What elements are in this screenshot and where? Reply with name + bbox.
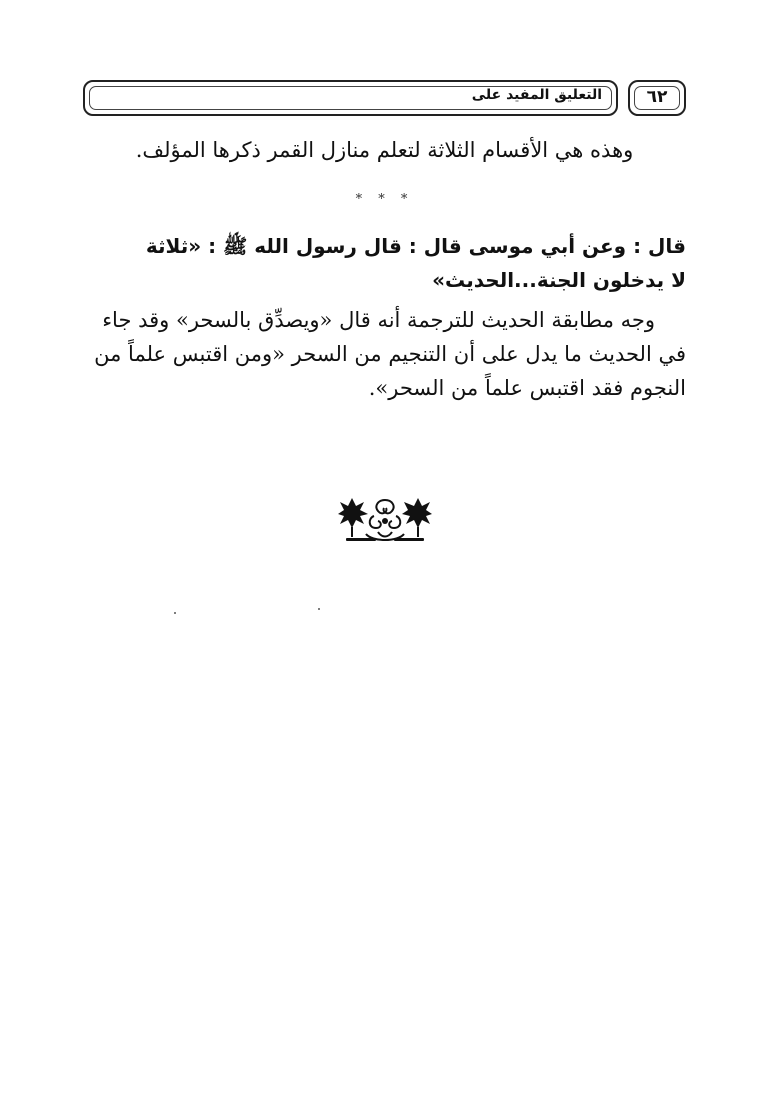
- paragraph-line-3: النجوم فقد اقتبس علماً من السحر».: [368, 376, 686, 400]
- paragraph-line-2: في الحديث ما يدل على أن التنجيم من السحر «ومن اقتبس علماً من: [94, 342, 686, 366]
- body-line-1: وهذه هي الأقسام الثلاثة لتعلم منازل القمر ذكرها المؤلف.: [135, 138, 634, 162]
- scan-speck: [174, 612, 176, 614]
- hadith-line-1: قال : وعن أبي موسى قال : قال رسول الله ﷺ : «ثلاثة: [145, 234, 686, 258]
- paragraph-line-1: وجه مطابقة الحديث للترجمة أنه قال «ويصدِّق بالسحر» وقد جاء: [102, 308, 655, 332]
- floral-ornament-icon: [338, 494, 432, 546]
- running-header-frame: [83, 80, 618, 116]
- section-separator: * * *: [355, 192, 414, 207]
- scan-speck: [318, 608, 320, 610]
- page-number-frame: [628, 80, 686, 116]
- running-title: التعليق المفيد على: [471, 87, 602, 103]
- hadith-line-2: لا يدخلون الجنة...الحديث»: [432, 268, 686, 292]
- page-number: ٦٢: [646, 87, 668, 107]
